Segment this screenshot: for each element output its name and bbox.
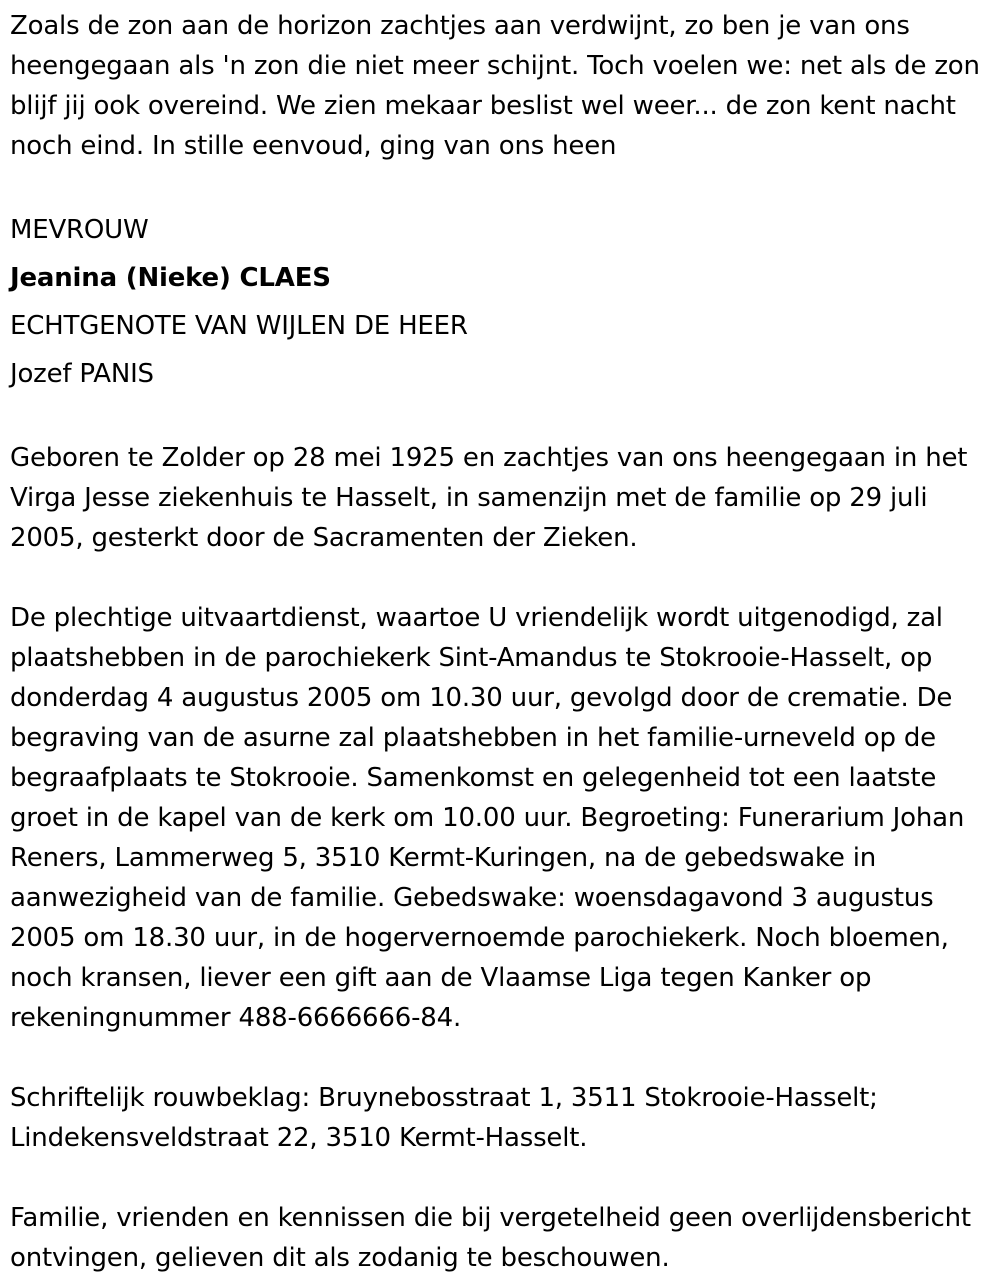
poem-paragraph: Zoals de zon aan de horizon zachtjes aan verdwijnt, zo ben je van ons heengegaan als 'n zon die niet meer schijnt. Toch voelen we: net als de zon blijf jij ook overeind. We zien mekaar beslist wel weer... de zon kent nacht noch eind. In stille eenvoud, ging van ons heen (10, 11, 980, 161)
relation-line: ECHTGENOTE VAN WIJLEN DE HEER (10, 311, 468, 341)
closing-paragraph: Familie, vrienden en kennissen die bij vergetelheid geen overlijdensbericht ontvingen, gelieven dit als zodanig te beschouwen. (10, 1203, 971, 1273)
honorific-title: MEVROUW (10, 215, 149, 245)
spacer (10, 1158, 990, 1198)
condolences-paragraph: Schriftelijk rouwbeklag: Bruynebosstraat 1, 3511 Stokrooie-Hasselt; Lindekensveldstraat 22, 3510 Kermt-Hasselt. (10, 1083, 878, 1153)
ceremony-paragraph: De plechtige uitvaartdienst, waartoe U vriendelijk wordt uitgenodigd, zal plaatshebben in de parochiekerk Sint-Amandus te Stokrooie-Hasselt, op donderdag 4 augustus 2005 om 10.30 uur, gevolgd door de crematie. De begraving van de asurne zal plaatshebben in het familie-urneveld op de begraafplaats te Stokrooie. Samenkomst en gelegenheid tot een laatste groet in de kapel van de kerk om 10.00 uur. Begroeting: Funerarium Johan Reners, Lammerweg 5, 3510 Kermt-Kuringen, na de gebedswake in aanwezigheid van de familie. Gebedswake: woensdagavond 3 augustus 2005 om 18.30 uur, in de hogervernoemde parochiekerk. Noch bloemen, noch kransen, liever een gift aan de Vlaamse Liga tegen Kanker op rekeningnummer 488-6666666-84. (10, 603, 965, 1033)
deceased-name-block (10, 206, 990, 398)
deceased-name: Jeanina (Nieke) CLAES (10, 263, 331, 293)
birth-death-paragraph: Geboren te Zolder op 28 mei 1925 en zachtjes van ons heengegaan in het Virga Jesse ziekenhuis te Hasselt, in samenzijn met de familie op 29 juli 2005, gesterkt door de Sacramenten der Zieken. (10, 443, 968, 553)
spacer (10, 558, 990, 598)
spacer (10, 398, 990, 438)
spacer (10, 1038, 990, 1078)
spouse-name: Jozef PANIS (10, 359, 154, 389)
spacer (10, 166, 990, 206)
